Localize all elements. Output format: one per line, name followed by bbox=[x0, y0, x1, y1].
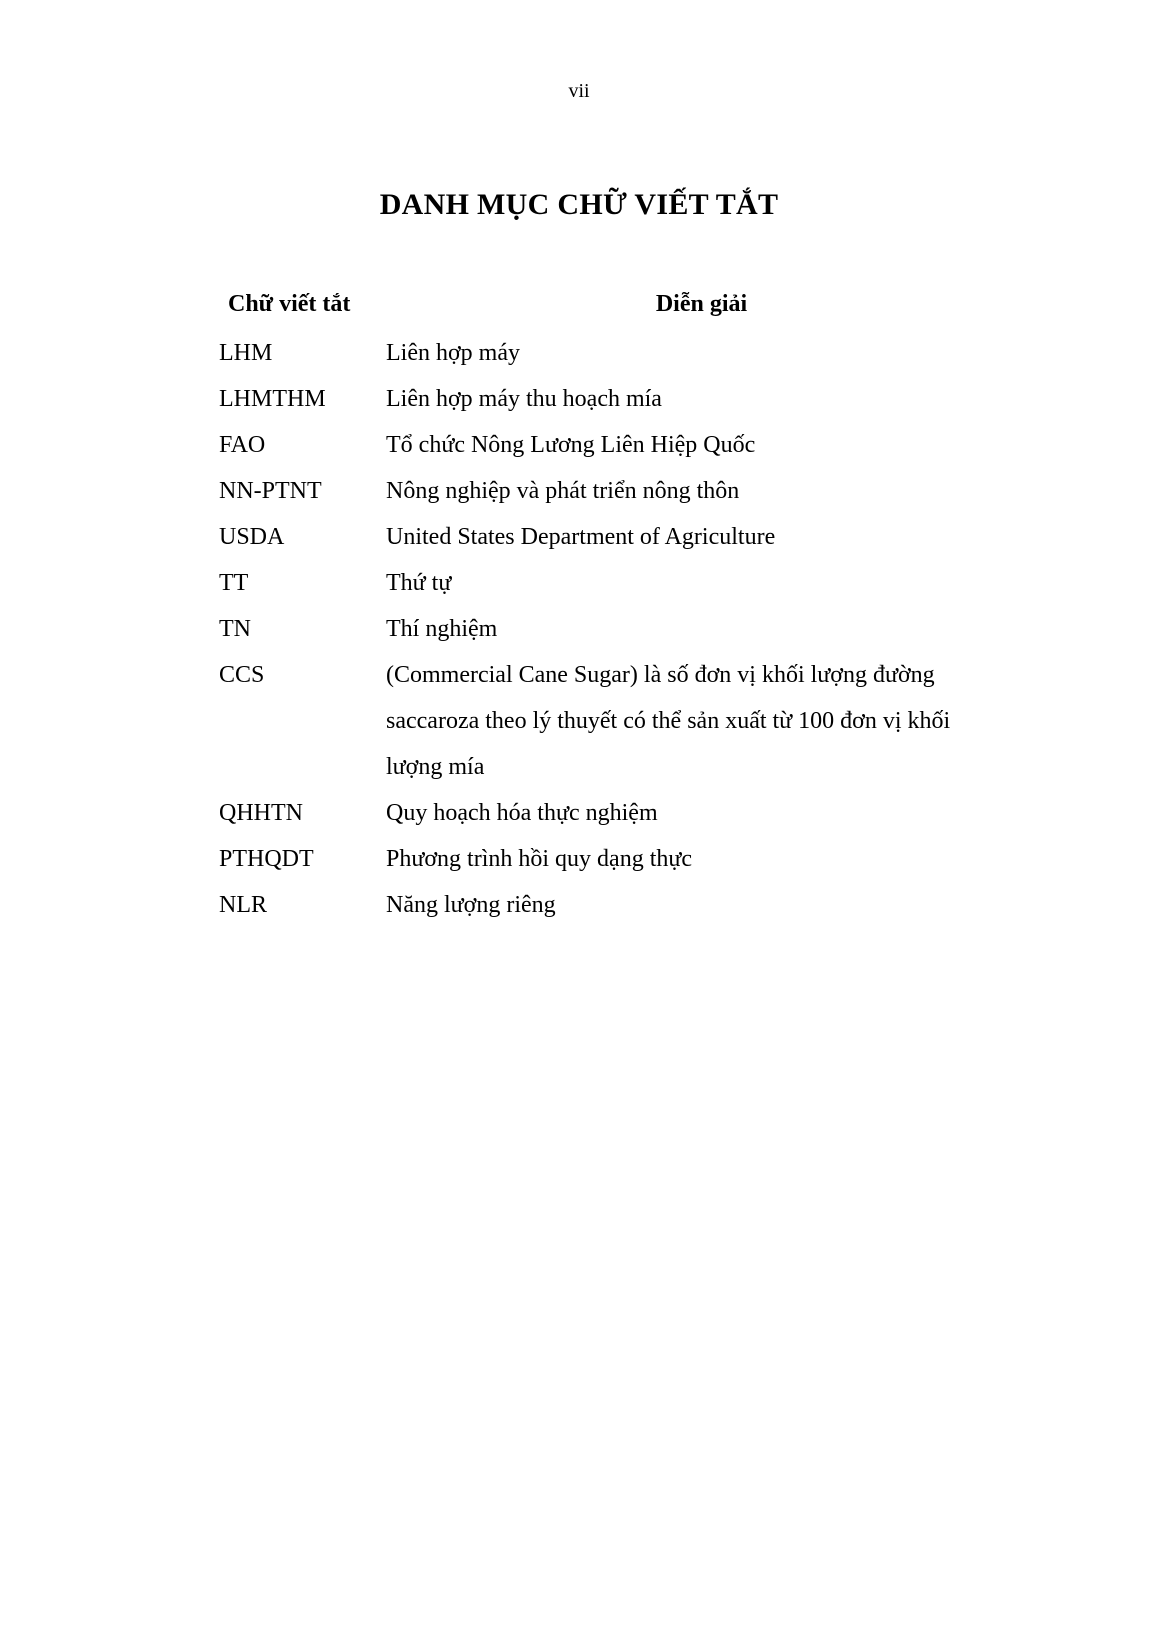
abbreviation-cell: QHHTN bbox=[219, 800, 303, 826]
page-number: vii bbox=[568, 80, 590, 102]
table-row bbox=[219, 652, 1019, 790]
abbreviation-cell: CCS bbox=[219, 662, 265, 688]
page-title: DANH MỤC CHỮ VIẾT TẮT bbox=[379, 188, 779, 221]
description-cell: Thứ tự bbox=[386, 570, 452, 596]
description-cell: Liên hợp máy bbox=[386, 340, 520, 366]
header-description: Diễn giải bbox=[655, 291, 748, 317]
description-cell: Phương trình hồi quy dạng thực bbox=[386, 846, 693, 872]
abbreviation-cell: PTHQDT bbox=[219, 846, 314, 872]
abbreviation-table bbox=[219, 284, 1019, 928]
table-row bbox=[219, 376, 1019, 422]
table-row bbox=[219, 330, 1019, 376]
description-cell: Năng lượng riêng bbox=[386, 892, 556, 918]
table-row bbox=[219, 882, 1019, 928]
description-cell: Nông nghiệp và phát triển nông thôn bbox=[386, 478, 740, 504]
table-row bbox=[219, 468, 1019, 514]
abbreviation-cell: FAO bbox=[219, 432, 266, 458]
table-row bbox=[219, 560, 1019, 606]
table-row bbox=[219, 514, 1019, 560]
description-cell: Quy hoạch hóa thực nghiệm bbox=[386, 800, 658, 826]
table-row bbox=[219, 606, 1019, 652]
abbreviation-cell: TN bbox=[219, 616, 251, 642]
abbreviation-cell: TT bbox=[219, 570, 249, 596]
description-cell: Thí nghiệm bbox=[386, 616, 498, 642]
table-row bbox=[219, 836, 1019, 882]
abbreviation-cell: USDA bbox=[219, 524, 285, 550]
description-cell: (Commercial Cane Sugar) là số đơn vị khối lượng đường saccaroza theo lý thuyết có thể sản xuất từ 100 đơn vị khối lượng mía bbox=[386, 662, 951, 780]
table-row bbox=[219, 422, 1019, 468]
table-header bbox=[219, 284, 1019, 324]
header-abbreviation: Chữ viết tắt bbox=[228, 291, 351, 317]
abbreviation-cell: LHM bbox=[219, 340, 273, 366]
abbreviation-cell: NLR bbox=[219, 892, 267, 918]
abbreviation-cell: LHMTHM bbox=[219, 386, 326, 412]
description-cell: Tổ chức Nông Lương Liên Hiệp Quốc bbox=[386, 432, 756, 458]
description-cell: United States Department of Agriculture bbox=[386, 524, 776, 550]
table-row bbox=[219, 790, 1019, 836]
abbreviation-cell: NN-PTNT bbox=[219, 478, 322, 504]
description-cell: Liên hợp máy thu hoạch mía bbox=[386, 386, 662, 412]
